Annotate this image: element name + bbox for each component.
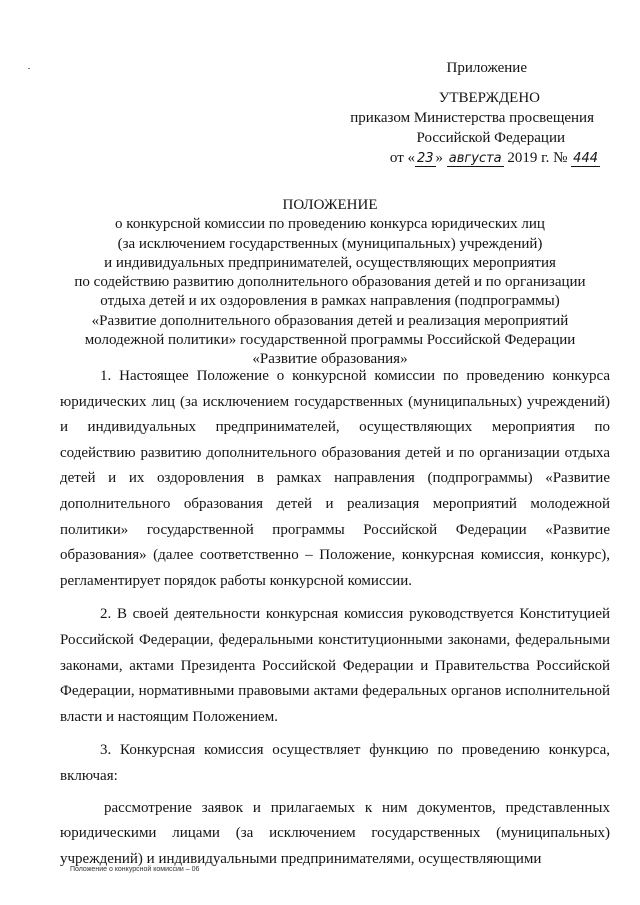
page-footer: Положение о конкурсной комиссии – 06 xyxy=(70,866,200,873)
title-line: молодежной политики» государственной программы Российской Федерации xyxy=(84,332,576,349)
order-number: 444 xyxy=(573,151,598,166)
paragraph-4: рассмотрение заявок и прилагаемых к ним документов, представленных юридическими лицами (за исключением государственных (муниципальных) учреждений) и индивидуальными предпринимателями, осуществляющими xyxy=(60,799,610,867)
approved-label: УТВЕРЖДЕНО xyxy=(438,90,540,106)
order-date-line xyxy=(350,148,600,169)
title-line: «Развитие образования» xyxy=(252,351,408,368)
approval-block xyxy=(350,88,600,169)
date-month: августа xyxy=(448,151,502,166)
date-mid: » xyxy=(435,150,444,166)
paragraph-1: 1. Настоящее Положение о конкурсной комиссии по проведению конкурса юридических лиц (за исключением государственных (муниципальных) учреждений) и индивидуальных предпринимателей, осуществляющих мероприятия по содействию развитию дополнительного образования детей и по организации отдыха детей и их оздоровления в рамках направления (подпрограммы) «Развитие дополнительного образования детей и реализация мероприятий молодежной политики» государственной программы Российской Федерации «Развитие образования» (далее соответственно – Положение, конкурсная комиссия, конкурс), регламентирует порядок работы конкурсной комиссии. xyxy=(60,368,610,589)
title-line: о конкурсной комиссии по проведению конкурса юридических лиц xyxy=(115,216,545,233)
title-line: отдыха детей и их оздоровления в рамках направления (подпрограммы) xyxy=(100,293,560,310)
appendix-label: Приложение xyxy=(446,60,527,76)
order-line-2: Российской Федерации xyxy=(416,130,565,146)
scan-speck xyxy=(28,68,30,69)
title-heading: ПОЛОЖЕНИЕ xyxy=(282,197,378,213)
date-prefix: от « xyxy=(389,150,415,166)
paragraph-2: 2. В своей деятельности конкурсная комиссия руководствуется Конституцией Российской Федерации, федеральными конституционными законами, федеральными законами, актами Президента Российской Федерации и Правительства Российской Федерации, нормативными правовыми актами федеральных органов исполнительной власти и настоящим Положением. xyxy=(60,606,610,725)
title-line: «Развитие дополнительного образования детей и реализация мероприятий xyxy=(91,312,569,329)
document-body xyxy=(60,364,610,872)
date-day: 23 xyxy=(417,151,434,166)
title-line: по содействию развитию дополнительного образования детей и по организации xyxy=(74,274,586,291)
paragraph-3: 3. Конкурсная комиссия осуществляет функцию по проведению конкурса, включая: xyxy=(60,742,610,784)
order-line-1: приказом Министерства просвещения xyxy=(350,110,594,126)
title-line: и индивидуальных предпринимателей, осуществляющих мероприятия xyxy=(104,254,556,271)
title-line: (за исключением государственных (муниципальных) учреждений) xyxy=(117,235,543,252)
document-title xyxy=(60,196,600,370)
date-year: 2019 г. № xyxy=(503,150,572,166)
